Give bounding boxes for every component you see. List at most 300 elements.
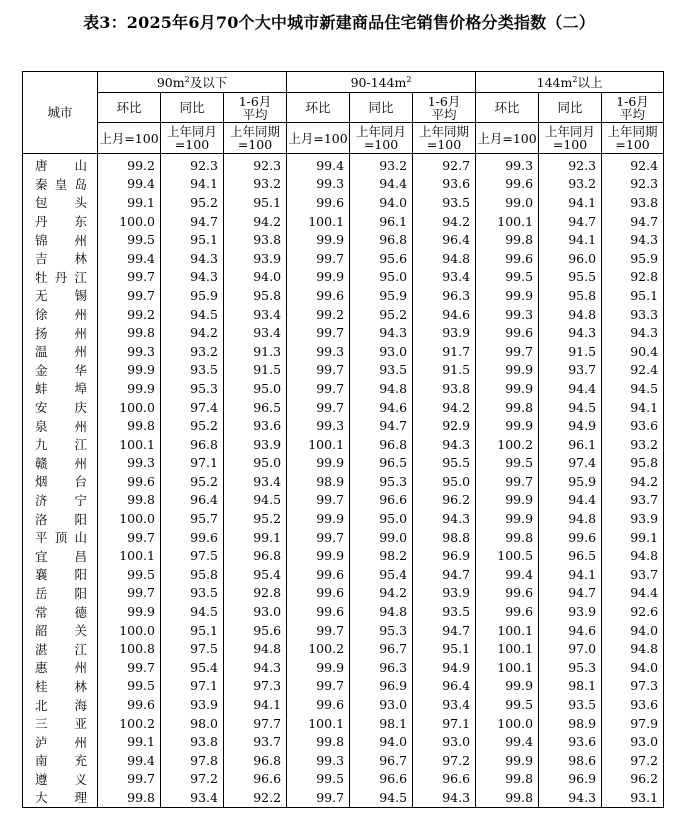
index-value: 99.4 — [98, 751, 161, 770]
table-row — [23, 154, 664, 175]
index-value: 96.5 — [224, 398, 287, 417]
index-value: 100.1 — [98, 435, 161, 454]
index-value: 99.5 — [476, 454, 539, 473]
index-value: 96.8 — [224, 546, 287, 565]
index-value: 99.7 — [98, 528, 161, 547]
index-value: 95.0 — [224, 454, 287, 473]
table-row — [23, 212, 664, 231]
index-value: 95.6 — [224, 621, 287, 640]
index-value: 95.4 — [161, 658, 224, 677]
table-row — [23, 286, 664, 305]
index-value: 93.7 — [602, 491, 664, 510]
index-value: 99.2 — [98, 305, 161, 324]
index-value: 95.4 — [350, 565, 413, 584]
index-value: 95.9 — [602, 249, 664, 268]
city-name: 扬州 — [23, 323, 98, 342]
sub-header: 环比 — [287, 93, 350, 123]
index-value: 99.5 — [287, 770, 350, 789]
index-value: 97.9 — [602, 714, 664, 733]
index-value: 98.8 — [413, 528, 476, 547]
index-value: 99.3 — [98, 342, 161, 361]
index-value: 99.6 — [476, 584, 539, 603]
city-name: 宜昌 — [23, 546, 98, 565]
index-value: 99.7 — [98, 584, 161, 603]
index-value: 94.1 — [602, 398, 664, 417]
index-value: 93.9 — [224, 249, 287, 268]
index-value: 99.7 — [98, 268, 161, 287]
table-row — [23, 546, 664, 565]
index-value: 99.7 — [287, 788, 350, 807]
index-value: 95.5 — [413, 454, 476, 473]
index-value: 99.6 — [98, 695, 161, 714]
table-row — [23, 732, 664, 751]
city-name: 韶关 — [23, 621, 98, 640]
index-value: 94.3 — [350, 323, 413, 342]
index-value: 93.0 — [350, 342, 413, 361]
index-value: 93.2 — [539, 175, 602, 194]
base-header: 上年同月 =100 — [350, 123, 413, 154]
index-value: 99.6 — [476, 323, 539, 342]
index-value: 97.3 — [224, 677, 287, 696]
table-row — [23, 416, 664, 435]
index-value: 92.4 — [602, 361, 664, 380]
index-value: 91.5 — [224, 361, 287, 380]
index-value: 96.5 — [350, 454, 413, 473]
index-value: 95.2 — [224, 509, 287, 528]
index-value: 93.2 — [602, 435, 664, 454]
index-value: 94.0 — [350, 732, 413, 751]
index-value: 100.0 — [476, 714, 539, 733]
index-value: 98.1 — [539, 677, 602, 696]
index-value: 98.2 — [350, 546, 413, 565]
index-value: 95.2 — [161, 472, 224, 491]
index-value: 94.3 — [161, 249, 224, 268]
index-value: 93.0 — [602, 732, 664, 751]
index-value: 94.8 — [539, 509, 602, 528]
city-name: 平顶山 — [23, 528, 98, 547]
index-value: 96.9 — [413, 546, 476, 565]
index-value: 93.4 — [224, 323, 287, 342]
index-value: 99.5 — [98, 565, 161, 584]
table-row — [23, 379, 664, 398]
index-value: 93.6 — [539, 732, 602, 751]
index-value: 98.9 — [287, 472, 350, 491]
index-value: 100.8 — [98, 639, 161, 658]
index-value: 95.3 — [350, 472, 413, 491]
base-header: 上月=100 — [98, 123, 161, 154]
index-value: 94.9 — [413, 658, 476, 677]
index-value: 96.2 — [413, 491, 476, 510]
city-name: 秦皇岛 — [23, 175, 98, 194]
index-value: 99.6 — [539, 528, 602, 547]
base-header: 上年同月 =100 — [539, 123, 602, 154]
city-name: 泉州 — [23, 416, 98, 435]
index-value: 93.9 — [224, 435, 287, 454]
index-value: 95.0 — [413, 472, 476, 491]
index-value: 95.3 — [539, 658, 602, 677]
index-value: 94.8 — [224, 639, 287, 658]
index-value: 96.4 — [161, 491, 224, 510]
index-value: 95.3 — [350, 621, 413, 640]
index-value: 99.7 — [287, 621, 350, 640]
index-value: 94.2 — [224, 212, 287, 231]
index-value: 99.7 — [98, 286, 161, 305]
index-value: 99.6 — [287, 193, 350, 212]
city-name: 大理 — [23, 788, 98, 807]
index-value: 99.8 — [476, 528, 539, 547]
group-header-medium: $90-144m^2$ — [287, 72, 476, 93]
index-value: 93.8 — [224, 230, 287, 249]
index-value: 99.9 — [287, 658, 350, 677]
index-value: 96.6 — [224, 770, 287, 789]
index-value: 99.4 — [98, 249, 161, 268]
sub-header: 1-6月 平均 — [413, 93, 476, 123]
table-row — [23, 491, 664, 510]
index-value: 94.8 — [602, 639, 664, 658]
index-value: 94.0 — [350, 193, 413, 212]
index-value: 99.9 — [98, 379, 161, 398]
city-name: 岳阳 — [23, 584, 98, 603]
index-value: 96.8 — [350, 435, 413, 454]
index-value: 99.9 — [287, 546, 350, 565]
index-value: 97.4 — [539, 454, 602, 473]
index-value: 94.5 — [350, 788, 413, 807]
index-value: 94.4 — [350, 175, 413, 194]
index-value: 97.4 — [161, 398, 224, 417]
index-value: 94.8 — [602, 546, 664, 565]
index-value: 99.8 — [98, 788, 161, 807]
table-row — [23, 770, 664, 789]
index-value: 94.3 — [602, 230, 664, 249]
index-value: 99.4 — [476, 732, 539, 751]
index-value: 94.5 — [161, 305, 224, 324]
table-row — [23, 528, 664, 547]
index-value: 92.6 — [602, 602, 664, 621]
index-value: 93.7 — [224, 732, 287, 751]
city-name: 无锡 — [23, 286, 98, 305]
table-row — [23, 565, 664, 584]
index-value: 93.4 — [413, 268, 476, 287]
index-value: 94.2 — [602, 472, 664, 491]
index-value: 100.1 — [287, 212, 350, 231]
base-header: 上年同期 =100 — [224, 123, 287, 154]
index-value: 93.9 — [602, 509, 664, 528]
index-value: 94.6 — [350, 398, 413, 417]
index-value: 95.0 — [350, 268, 413, 287]
index-value: 94.0 — [602, 621, 664, 640]
index-value: 99.1 — [602, 528, 664, 547]
index-value: 99.3 — [98, 454, 161, 473]
sub-header: 环比 — [98, 93, 161, 123]
base-header: 上月=100 — [287, 123, 350, 154]
index-value: 95.8 — [602, 454, 664, 473]
index-value: 99.1 — [98, 732, 161, 751]
index-value: 99.3 — [476, 305, 539, 324]
index-value: 99.7 — [287, 677, 350, 696]
sub-header: 同比 — [161, 93, 224, 123]
city-name: 桂林 — [23, 677, 98, 696]
index-value: 95.7 — [161, 509, 224, 528]
index-value: 95.9 — [539, 472, 602, 491]
index-value: 99.7 — [476, 472, 539, 491]
sub-header: 同比 — [539, 93, 602, 123]
table-row — [23, 435, 664, 454]
index-value: 94.8 — [350, 379, 413, 398]
index-value: 100.0 — [98, 621, 161, 640]
index-value: 100.0 — [98, 212, 161, 231]
index-value: 99.6 — [161, 528, 224, 547]
group-header-small: $90m^2$及以下 — [98, 72, 287, 93]
index-value: 93.5 — [161, 361, 224, 380]
index-value: 97.5 — [161, 546, 224, 565]
table-row — [23, 323, 664, 342]
city-name: 襄阳 — [23, 565, 98, 584]
index-value: 91.7 — [413, 342, 476, 361]
index-value: 98.1 — [350, 714, 413, 733]
index-value: 90.4 — [602, 342, 664, 361]
index-value: 96.5 — [539, 546, 602, 565]
index-value: 96.1 — [539, 435, 602, 454]
table-row — [23, 342, 664, 361]
index-value: 96.9 — [539, 770, 602, 789]
index-value: 99.5 — [476, 695, 539, 714]
index-value: 99.9 — [476, 379, 539, 398]
index-value: 100.0 — [98, 398, 161, 417]
index-value: 98.9 — [539, 714, 602, 733]
index-value: 96.6 — [350, 770, 413, 789]
index-value: 93.6 — [602, 416, 664, 435]
index-value: 99.9 — [287, 230, 350, 249]
index-value: 100.1 — [98, 546, 161, 565]
index-value: 99.7 — [287, 361, 350, 380]
index-value: 100.1 — [476, 621, 539, 640]
index-value: 99.0 — [350, 528, 413, 547]
index-value: 96.8 — [161, 435, 224, 454]
index-value: 94.3 — [539, 323, 602, 342]
index-value: 99.8 — [476, 230, 539, 249]
index-value: 93.7 — [602, 565, 664, 584]
index-value: 94.7 — [161, 212, 224, 231]
index-value: 99.7 — [287, 398, 350, 417]
index-value: 95.9 — [350, 286, 413, 305]
table-row — [23, 677, 664, 696]
index-value: 99.8 — [98, 416, 161, 435]
index-value: 99.9 — [98, 361, 161, 380]
sub-header: 环比 — [476, 93, 539, 123]
index-value: 94.7 — [350, 416, 413, 435]
index-value: 94.6 — [539, 621, 602, 640]
index-value: 99.7 — [287, 379, 350, 398]
index-value: 99.6 — [287, 584, 350, 603]
city-name: 锦州 — [23, 230, 98, 249]
index-value: 99.7 — [287, 249, 350, 268]
index-value: 100.1 — [287, 714, 350, 733]
index-value: 96.3 — [350, 658, 413, 677]
index-value: 93.2 — [161, 342, 224, 361]
city-name: 湛江 — [23, 639, 98, 658]
index-value: 94.3 — [413, 509, 476, 528]
index-value: 99.8 — [476, 788, 539, 807]
index-value: 94.4 — [602, 584, 664, 603]
index-value: 93.9 — [413, 323, 476, 342]
index-value: 93.0 — [224, 602, 287, 621]
table-row — [23, 249, 664, 268]
index-value: 99.7 — [98, 770, 161, 789]
index-value: 94.7 — [413, 621, 476, 640]
city-name: 赣州 — [23, 454, 98, 473]
index-value: 99.9 — [287, 454, 350, 473]
index-value: 96.1 — [350, 212, 413, 231]
city-name: 徐州 — [23, 305, 98, 324]
index-value: 96.4 — [413, 677, 476, 696]
index-value: 99.1 — [224, 528, 287, 547]
index-value: 93.9 — [539, 602, 602, 621]
index-value: 93.5 — [350, 361, 413, 380]
index-value: 93.9 — [413, 584, 476, 603]
table-row — [23, 230, 664, 249]
index-value: 98.6 — [539, 751, 602, 770]
table-row — [23, 584, 664, 603]
index-value: 94.1 — [539, 230, 602, 249]
index-value: 95.1 — [224, 193, 287, 212]
index-value: 94.6 — [413, 305, 476, 324]
index-value: 97.7 — [224, 714, 287, 733]
index-value: 100.2 — [287, 639, 350, 658]
index-value: 92.3 — [602, 175, 664, 194]
index-value: 95.5 — [539, 268, 602, 287]
index-value: 97.1 — [161, 454, 224, 473]
group-header-large: $144m^2$以上 — [476, 72, 664, 93]
index-value: 96.7 — [350, 639, 413, 658]
table-row — [23, 193, 664, 212]
index-value: 99.3 — [287, 342, 350, 361]
table-row — [23, 639, 664, 658]
index-value: 99.6 — [476, 602, 539, 621]
index-value: 91.5 — [413, 361, 476, 380]
price-index-table — [22, 71, 664, 808]
index-value: 94.2 — [161, 323, 224, 342]
city-name: 九江 — [23, 435, 98, 454]
index-value: 95.4 — [224, 565, 287, 584]
table-row — [23, 509, 664, 528]
city-name: 温州 — [23, 342, 98, 361]
index-value: 99.9 — [287, 509, 350, 528]
index-value: 99.6 — [476, 175, 539, 194]
table-row — [23, 361, 664, 380]
sub-header: 1-6月 平均 — [602, 93, 664, 123]
index-value: 93.6 — [602, 695, 664, 714]
index-value: 97.2 — [413, 751, 476, 770]
index-value: 93.5 — [413, 193, 476, 212]
index-value: 95.3 — [161, 379, 224, 398]
city-name: 常德 — [23, 602, 98, 621]
index-value: 93.8 — [161, 732, 224, 751]
index-value: 99.7 — [287, 528, 350, 547]
index-value: 93.6 — [224, 416, 287, 435]
index-value: 99.4 — [98, 175, 161, 194]
base-header: 上年同期 =100 — [413, 123, 476, 154]
city-name: 金华 — [23, 361, 98, 380]
index-value: 96.9 — [350, 677, 413, 696]
index-value: 94.8 — [539, 305, 602, 324]
index-value: 94.5 — [539, 398, 602, 417]
index-value: 94.7 — [602, 212, 664, 231]
base-header: 上月=100 — [476, 123, 539, 154]
index-value: 99.9 — [476, 491, 539, 510]
index-value: 99.8 — [476, 770, 539, 789]
sub-header: 同比 — [350, 93, 413, 123]
index-value: 93.4 — [224, 305, 287, 324]
index-value: 95.2 — [350, 305, 413, 324]
index-value: 99.3 — [476, 154, 539, 175]
index-value: 94.5 — [161, 602, 224, 621]
index-value: 99.0 — [476, 193, 539, 212]
index-value: 99.6 — [287, 602, 350, 621]
index-value: 99.8 — [98, 491, 161, 510]
index-value: 95.1 — [161, 621, 224, 640]
index-value: 95.0 — [224, 379, 287, 398]
table-row — [23, 621, 664, 640]
table-row — [23, 472, 664, 491]
index-value: 94.2 — [350, 584, 413, 603]
index-value: 93.8 — [602, 193, 664, 212]
index-value: 92.9 — [413, 416, 476, 435]
index-value: 99.4 — [287, 154, 350, 175]
index-value: 97.3 — [602, 677, 664, 696]
city-name: 泸州 — [23, 732, 98, 751]
index-value: 93.5 — [539, 695, 602, 714]
index-value: 99.3 — [287, 416, 350, 435]
index-value: 99.8 — [98, 323, 161, 342]
index-value: 99.9 — [476, 677, 539, 696]
index-value: 97.2 — [602, 751, 664, 770]
index-value: 99.9 — [476, 751, 539, 770]
index-value: 95.2 — [161, 416, 224, 435]
index-value: 99.5 — [98, 677, 161, 696]
index-value: 94.3 — [602, 323, 664, 342]
index-value: 99.9 — [287, 268, 350, 287]
table-title: 表3：2025年6月70个大中城市新建商品住宅销售价格分类指数（二） — [83, 13, 595, 32]
index-value: 99.9 — [476, 416, 539, 435]
base-header: 上年同月 =100 — [161, 123, 224, 154]
index-value: 93.5 — [161, 584, 224, 603]
index-value: 99.6 — [98, 472, 161, 491]
index-value: 91.5 — [539, 342, 602, 361]
city-name: 三亚 — [23, 714, 98, 733]
index-value: 94.9 — [539, 416, 602, 435]
index-value: 95.1 — [602, 286, 664, 305]
index-value: 94.2 — [413, 212, 476, 231]
index-value: 92.8 — [224, 584, 287, 603]
index-value: 100.5 — [476, 546, 539, 565]
index-value: 97.1 — [161, 677, 224, 696]
index-value: 96.8 — [350, 230, 413, 249]
index-value: 100.0 — [98, 509, 161, 528]
index-value: 97.2 — [161, 770, 224, 789]
index-value: 95.9 — [161, 286, 224, 305]
index-value: 92.3 — [224, 154, 287, 175]
index-value: 99.9 — [476, 361, 539, 380]
index-value: 92.3 — [539, 154, 602, 175]
index-value: 96.4 — [413, 230, 476, 249]
index-value: 97.8 — [161, 751, 224, 770]
index-value: 100.2 — [98, 714, 161, 733]
index-value: 93.4 — [224, 472, 287, 491]
index-value: 96.7 — [350, 751, 413, 770]
index-value: 94.3 — [224, 658, 287, 677]
index-value: 96.8 — [224, 751, 287, 770]
table-row — [23, 398, 664, 417]
